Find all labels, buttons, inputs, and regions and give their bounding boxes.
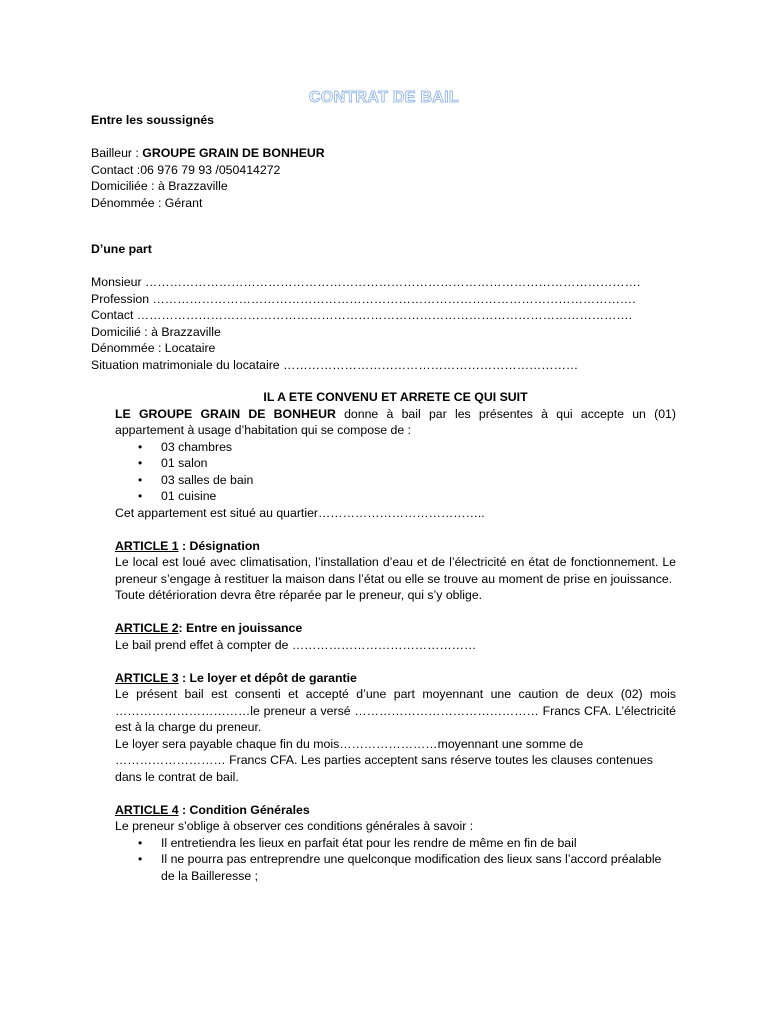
- bailleur-label: Bailleur :: [91, 146, 143, 160]
- locataire-contact: Contact ………………………………………………………………………………………………………….: [91, 308, 633, 322]
- article2-paragraph: Le bail prend effet à compter de ………………………………………: [115, 637, 477, 652]
- preamble-text: donne à bail par les présentes à qui accepte un (01) appartement à usage d’habitation qui se compose de :: [115, 406, 676, 437]
- conditions-list: [115, 835, 676, 885]
- contract-body: [115, 389, 676, 884]
- article4-paragraph: Le preneur s’oblige à observer ces conditions générales à savoir :: [115, 819, 474, 833]
- article3-title: : Le loyer et dépôt de garantie: [178, 670, 357, 685]
- bailleur-name: GROUPE GRAIN DE BONHEUR: [142, 146, 325, 160]
- article2-title: : Entre en jouissance: [178, 621, 303, 635]
- article3-paragraph-2: Le loyer sera payable chaque fin du mois……………………moyennant une somme de ……………………… Francs CFA. Les parties acceptent sans réserve toutes les clauses contenues dans le contrat de bail.: [115, 736, 653, 784]
- quartier-line: Cet appartement est situé au quartier…………………………………..: [115, 505, 485, 520]
- article1-number: ARTICLE 1: [115, 538, 179, 553]
- bailleur-denommee: Dénommée : Gérant: [91, 195, 203, 210]
- bailleur-domicile: Domiciliée : à Brazzaville: [91, 179, 228, 193]
- convenu-heading: IL A ETE CONVENU ET ARRETE CE QUI SUIT: [263, 390, 528, 404]
- bailleur-line: [91, 145, 681, 162]
- article2-number: ARTICLE 2: [115, 621, 179, 635]
- locataire-profession: Profession ……………………………………………………………………………………………………….: [91, 291, 636, 306]
- list-item: • 01 cuisine: [115, 488, 676, 505]
- article1-heading: [115, 538, 676, 555]
- bailleur-contact: Contact :06 976 79 93 /050414272: [91, 162, 281, 177]
- article2-heading: [115, 620, 676, 637]
- parties-block: [91, 112, 681, 211]
- article1-paragraph-2: Toute détérioration devra être réparée par le preneur, qui s’y oblige.: [115, 588, 483, 602]
- list-item: • 01 salon: [115, 455, 676, 472]
- intro-heading: Entre les soussignés: [91, 113, 215, 127]
- list-item: • Il ne pourra pas entreprendre une quelconque modification des lieux sans l’accord préalable de la Bailleresse ;: [115, 851, 676, 884]
- list-item: • 03 chambres: [115, 439, 676, 456]
- rooms-list: [115, 439, 676, 505]
- locataire-block: [91, 274, 681, 373]
- locataire-denommee: Dénommée : Locataire: [91, 341, 216, 355]
- list-item: • 03 salles de bain: [115, 472, 676, 489]
- article4-number: ARTICLE 4: [115, 802, 179, 817]
- article3-paragraph: Le présent bail est consenti et accepté d’une part moyennant une caution de deux (02) mois ……………………………le preneur a versé ……………………………………… Francs CFA. L’électricité est à la charge du preneur.: [115, 687, 676, 734]
- part1-heading: D’une part: [91, 242, 152, 256]
- locataire-domicile: Domicilié : à Brazzaville: [91, 324, 221, 339]
- article4-title: : Condition Générales: [178, 802, 310, 817]
- article1-paragraph: Le local est loué avec climatisation, l’installation d’eau et de l’électricité en état de fonctionnement. Le preneur s’engage à restituer la maison dans l’état ou elle se trouve au moment de prise en jouissance.: [115, 555, 676, 586]
- article1-title: : Désignation: [178, 538, 260, 553]
- article4-heading: [115, 802, 676, 819]
- preamble-company: LE GROUPE GRAIN DE BONHEUR: [115, 406, 336, 421]
- preamble-paragraph: [115, 406, 676, 439]
- list-item: • Il entretiendra les lieux en parfait état pour les rendre de même en fin de bail: [115, 835, 676, 852]
- article3-heading: [115, 670, 676, 687]
- locataire-monsieur: Monsieur ………………………………………………………………………………………………………….: [91, 275, 641, 289]
- article3-number: ARTICLE 3: [115, 670, 179, 685]
- part1-block: [91, 241, 681, 258]
- document-title: CONTRAT DE BAIL: [309, 89, 459, 106]
- locataire-situation: Situation matrimoniale du locataire ………………………………………………………………: [91, 357, 579, 372]
